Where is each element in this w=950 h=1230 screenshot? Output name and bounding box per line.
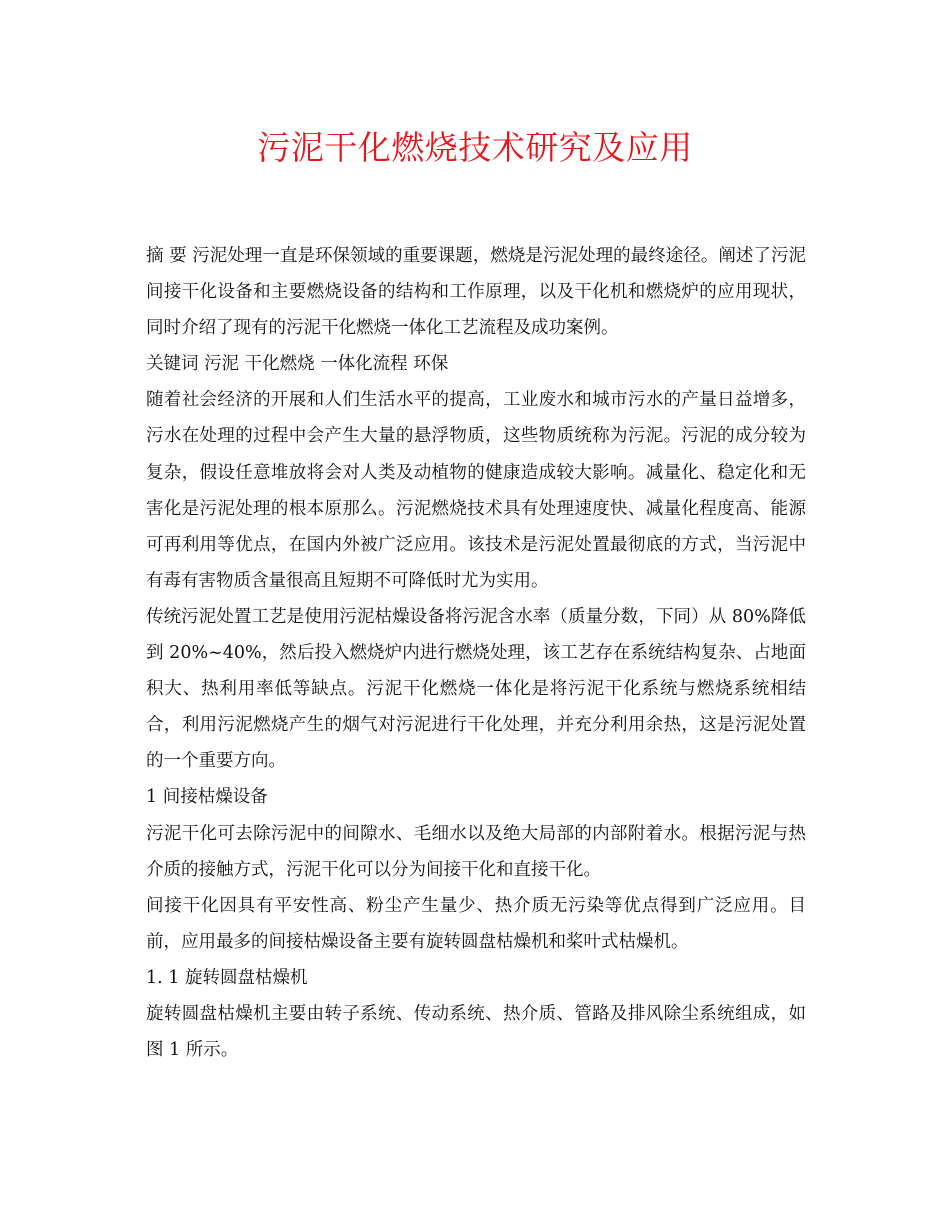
section-1-paragraph-1: 污泥干化可去除污泥中的间隙水、毛细水以及绝大局部的内部附着水。根据污泥与热介质的接触方式，污泥干化可以分为间接干化和直接干化。 — [146, 823, 806, 880]
intro-paragraph-2: 传统污泥处置工艺是使用污泥枯燥设备将污泥含水率（质量分数，下同）从 80%降低到 20%~40%，然后投入燃烧炉内进行燃烧处理，该工艺存在系统结构复杂、占地面积大、热利用率低等缺点。污泥干化燃烧一体化是将污泥干化系统与燃烧系统相结合，利用污泥燃烧产生的烟气对污泥进行干化处理，并充分利用余热，这是污泥处置的一个重要方向。 — [146, 606, 806, 772]
intro-paragraph-1: 随着社会经济的开展和人们生活水平的提高，工业废水和城市污水的产量日益增多，污水在处理的过程中会产生大量的悬浮物质，这些物质统称为污泥。污泥的成分较为复杂，假设任意堆放将会对人类及动植物的健康造成较大影响。减量化、稳定化和无害化是污泥处理的根本原那么。污泥燃烧技术具有处理速度快、减量化程度高、能源可再利用等优点，在国内外被广泛应用。该技术是污泥处置最彻底的方式，当污泥中有毒有害物质含量很高且短期不可降低时尤为实用。 — [146, 390, 806, 591]
keywords-line: 关键词 污泥 干化燃烧 一体化流程 环保 — [146, 354, 449, 375]
document-body — [146, 238, 806, 1068]
section-1-paragraph-2: 间接干化因具有平安性高、粉尘产生量少、热介质无污染等优点得到广泛应用。目前，应用最多的间接枯燥设备主要有旋转圆盘枯燥机和桨叶式枯燥机。 — [146, 895, 806, 952]
section-1-1-heading: 1. 1 旋转圆盘枯燥机 — [146, 967, 308, 988]
document-title: 污泥干化燃烧技术研究及应用 — [257, 128, 693, 167]
abstract-paragraph: 摘 要 污泥处理一直是环保领域的重要课题，燃烧是污泥处理的最终途径。阐述了污泥间接干化设备和主要燃烧设备的结构和工作原理，以及干化机和燃烧炉的应用现状，同时介绍了现有的污泥干化燃烧一体化工艺流程及成功案例。 — [146, 246, 806, 339]
section-1-heading: 1 间接枯燥设备 — [146, 787, 268, 808]
section-1-1-paragraph-1: 旋转圆盘枯燥机主要由转子系统、传动系统、热介质、管路及排风除尘系统组成，如图 1 所示。 — [146, 1003, 806, 1061]
